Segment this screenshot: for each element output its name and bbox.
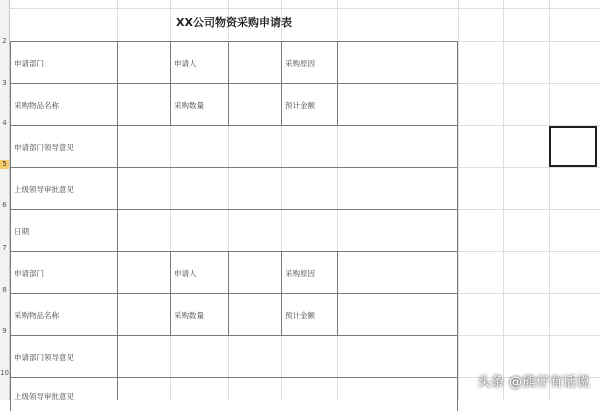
cell-item-name[interactable]: 采购物品名称: [14, 311, 59, 320]
table-border: [117, 41, 118, 400]
cell-apply-department[interactable]: 申请部门: [14, 269, 44, 278]
row-number[interactable]: 8: [2, 286, 7, 294]
cell-quantity[interactable]: 采购数量: [174, 101, 204, 110]
row-number[interactable]: 7: [2, 244, 7, 252]
table-border: [10, 335, 458, 336]
gridline: [503, 0, 504, 400]
table-border: [10, 167, 458, 168]
row-number[interactable]: 2: [2, 37, 7, 45]
table-border: [10, 251, 458, 252]
cell-item-name[interactable]: 采购物品名称: [14, 101, 59, 110]
row-number[interactable]: 9: [2, 327, 7, 335]
row-number[interactable]: 10: [0, 369, 9, 377]
row-number[interactable]: 4: [2, 119, 7, 127]
cell-applicant[interactable]: 申请人: [174, 269, 197, 278]
cell-applicant[interactable]: 申请人: [174, 59, 197, 68]
watermark-text: 头条 @熊仔有话说: [477, 375, 590, 390]
table-border: [228, 251, 229, 335]
table-border: [170, 251, 171, 335]
row-number[interactable]: 3: [2, 79, 7, 87]
cell-quantity[interactable]: 采购数量: [174, 311, 204, 320]
cell-superior-approval[interactable]: 上级领导审批意见: [14, 185, 74, 194]
cell-estimated-amount[interactable]: 预计金额: [285, 101, 315, 110]
cell-purchase-reason[interactable]: 采购原因: [285, 59, 315, 68]
table-border: [281, 41, 282, 125]
selected-cell[interactable]: [549, 126, 597, 167]
row-header-column: [0, 0, 10, 400]
row-number-active[interactable]: 5: [0, 160, 9, 169]
cell-superior-approval[interactable]: 上级领导审批意见: [14, 392, 74, 401]
cell-date[interactable]: 日期: [14, 227, 29, 236]
table-border: [10, 377, 458, 378]
table-border: [170, 41, 171, 125]
form-title[interactable]: XX公司物资采购申请表: [176, 16, 292, 29]
gridline: [549, 0, 550, 400]
table-border: [10, 293, 458, 294]
table-border: [228, 41, 229, 125]
row-number[interactable]: 6: [2, 201, 7, 209]
gridline: [10, 8, 600, 9]
table-border: [337, 251, 338, 335]
form-table: [10, 41, 458, 411]
table-border: [281, 251, 282, 335]
gridline: [458, 0, 459, 400]
table-border: [10, 83, 458, 84]
table-border: [337, 41, 338, 125]
table-border: [10, 209, 458, 210]
cell-estimated-amount[interactable]: 预计金额: [285, 311, 315, 320]
cell-purchase-reason[interactable]: 采购原因: [285, 269, 315, 278]
cell-apply-department[interactable]: 申请部门: [14, 59, 44, 68]
cell-dept-leader-opinion[interactable]: 申请部门领导意见: [14, 353, 74, 362]
table-border: [10, 125, 458, 126]
cell-dept-leader-opinion[interactable]: 申请部门领导意见: [14, 143, 74, 152]
